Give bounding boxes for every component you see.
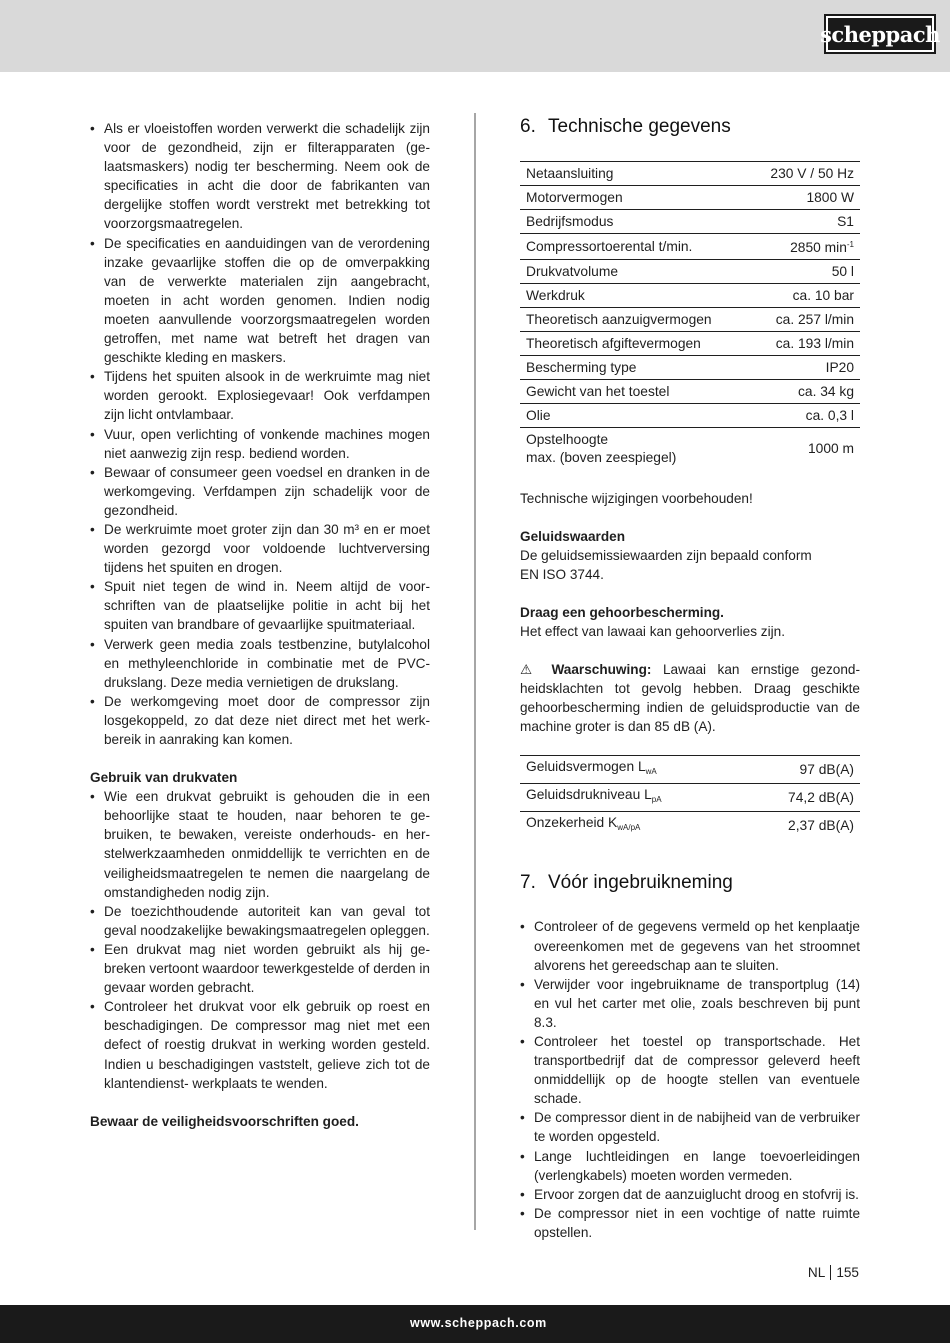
noise-label: Geluidsvermogen L xyxy=(526,759,646,775)
list-item: • De toezichthoudende autoriteit kan van geval tot geval noodzakelijke bewakingsmaatregelen opleggen. xyxy=(90,902,430,940)
table-row xyxy=(520,812,860,840)
spec-label xyxy=(520,428,749,470)
table-row xyxy=(520,404,860,428)
list-item: • Wie een drukvat gebruikt is gehouden die in een behoorlijke staat te houden, naar behoren te gebruiken, te bewaken, vereiste onderhouds- en herstelwerkzaamheden onmiddellijk te verrichten en de veiligheidsmaatregelen te nemen die naargelang de omstandigheden nodig zijn. xyxy=(90,787,430,902)
noise-heading: Geluidswaarden xyxy=(520,528,626,544)
right-column xyxy=(520,113,860,1242)
closing-note: Bewaar de veiligheidsvoorschriften goed. xyxy=(90,1113,359,1129)
spec-value: ca. 257 l/min xyxy=(749,308,860,332)
noise-label-cell xyxy=(520,812,742,840)
section-title-technical-data xyxy=(520,113,860,141)
table-row xyxy=(520,210,860,234)
list-item: • Spuit niet tegen de wind in. Neem altijd de voorschriften van de plaatselijke politie in acht bij het spuiten van brandbare of gevaarlijke spuitmateriaal. xyxy=(90,577,430,634)
hearing-heading: Draag een gehoorbescherming. xyxy=(520,604,724,620)
section-number: 7. xyxy=(520,872,536,894)
table-row xyxy=(520,260,860,284)
list-item: • De compressor niet in een vochtige of natte ruimte opstellen. xyxy=(520,1204,860,1242)
noise-label-sub: wA/pA xyxy=(617,823,641,833)
warning-text: Lawaai kan ernstige gezondheidsklachten tot gevolg hebben. Draag geschikte gehoorbescherming indien de geluidsproductie van de machine groter is dan 85 dB (A). xyxy=(520,662,861,735)
table-row xyxy=(520,756,860,784)
list-item: • Een drukvat mag niet worden gebruikt als hij gebreken vertoont waardoor tewerkgestelde of derden in gevaar worden gebracht. xyxy=(90,940,430,997)
noise-label-sub: pA xyxy=(651,795,662,805)
list-item: • Controleer of de gegevens vermeld op het kenplaatje overeenkomen met de gegevens van het stroomnet alvorens het gereedschap aan te sluiten. xyxy=(520,917,860,974)
list-item: • De werkomgeving moet door de compressor zijn losgekoppeld, zo dat deze niet direct met het werkbereik in aanraking kan komen. xyxy=(90,692,430,749)
startup-list xyxy=(520,917,860,1242)
spec-value: 230 V / 50 Hz xyxy=(749,162,860,186)
spec-label: Bescherming type xyxy=(520,356,749,380)
noise-label-cell xyxy=(520,756,742,784)
table-row xyxy=(520,186,860,210)
list-item: • De werkruimte moet groter zijn dan 30 m³ en er moet worden gezorgd voor voldoende luchtverversing tijdens het spuiten en drogen. xyxy=(90,520,430,577)
spec-value: 1800 W xyxy=(749,186,860,210)
header-bar xyxy=(0,0,950,72)
list-item: • Vuur, open verlichting of vonkende machines mogen niet aanwezig zijn resp. bediend worden. xyxy=(90,425,430,463)
changes-note: Technische wijzigingen voorbehouden! xyxy=(520,490,753,506)
spec-value: 1000 m xyxy=(807,440,854,456)
page-number xyxy=(808,1265,859,1280)
spec-label: Drukvatvolume xyxy=(520,260,749,284)
spec-value: ca. 34 kg xyxy=(749,380,860,404)
footer-url: www.scheppach.com xyxy=(410,1316,547,1330)
table-row xyxy=(520,784,860,812)
table-row xyxy=(520,356,860,380)
spec-label: Gewicht van het toestel xyxy=(520,380,749,404)
table-row xyxy=(520,234,860,260)
spec-label: Werkdruk xyxy=(520,284,749,308)
list-item: • Controleer het toestel op transportschade. Het transportbedrijf dat de compressor geleverd heeft onmiddellijk op de hoogte stellen van eventuele schade. xyxy=(520,1032,860,1108)
spec-value: IP20 xyxy=(749,356,860,380)
spec-value: ca. 193 l/min xyxy=(749,332,860,356)
spec-value: S1 xyxy=(749,210,860,234)
spec-value: ca. 10 bar xyxy=(749,284,860,308)
footer-bar xyxy=(0,1305,950,1343)
spec-label: Olie xyxy=(520,404,749,428)
noise-text-line: EN ISO 3744. xyxy=(520,566,604,582)
noise-label: Geluidsdrukniveau L xyxy=(526,787,652,803)
list-item: • Lange luchtleidingen en lange toevoerleidingen (verlengkabels) moeten worden vermeden. xyxy=(520,1147,860,1185)
page-number-separator xyxy=(830,1265,831,1280)
table-row xyxy=(520,308,860,332)
page-number-value: 155 xyxy=(836,1265,859,1280)
hearing-text: Het effect van lawaai kan gehoorverlies zijn. xyxy=(520,623,785,639)
section-title-text: Vóór ingebruikneming xyxy=(548,872,733,894)
pressure-vessels-heading: Gebruik van drukvaten xyxy=(90,770,238,786)
noise-value: 74,2 dB(A) xyxy=(742,784,860,812)
spec-value: ca. 0,3 l xyxy=(749,404,860,428)
table-row xyxy=(520,380,860,404)
spec-value: 50 l xyxy=(749,260,860,284)
column-divider xyxy=(474,113,476,1230)
noise-table xyxy=(520,755,860,839)
list-item: • De compressor dient in de nabijheid van de verbruiker te worden opgesteld. xyxy=(520,1108,860,1146)
spec-label: Bedrijfsmodus xyxy=(520,210,749,234)
noise-text-line: De geluidsemissiewaarden zijn bepaald conform xyxy=(520,547,812,563)
list-item: • Ervoor zorgen dat de aanzuiglucht droog en stofvrij is. xyxy=(520,1185,860,1204)
section-number: 6. xyxy=(520,116,536,137)
list-item: • Als er vloeistoffen worden verwerkt die schadelijk zijn voor de gezondheid, zijn er filterapparaten (gelaatsmaskers) nodig ter bescherming. Neem ook de specificaties in acht die door de fabrikanten van dergelijke stoffen wordt verstrekt met betrekking tot voorzorgsmaatregelen. xyxy=(90,119,430,234)
noise-value: 97 dB(A) xyxy=(742,756,860,784)
spec-label: Motorvermogen xyxy=(520,186,749,210)
spec-label-line: Opstelhoogte xyxy=(526,431,609,447)
spec-label: Theoretisch afgiftevermogen xyxy=(520,332,749,356)
noise-block xyxy=(520,527,860,584)
list-item: • De specificaties en aanduidingen van de verordening inzake gevaarlijke stoffen die op de omverpakking van de verwerkte materialen zijn aangebracht, moeten in acht worden genomen. Indien nodig moeten aanvullende voorzorgsmaatregelen worden getroffen, met name wat betreft het dragen van geschikte kleding en maskers. xyxy=(90,234,430,368)
section-title-text: Technische gegevens xyxy=(548,116,731,137)
table-row xyxy=(520,162,860,186)
table-row xyxy=(520,428,860,470)
list-item: • Verwerk geen media zoals testbenzine, butylalcohol en methyleenchloride in combinatie met de PVC-drukslang. Deze media vernietigen de drukslang. xyxy=(90,635,430,692)
section-title-startup xyxy=(520,869,860,897)
page-language: NL xyxy=(807,1265,826,1280)
noise-label-cell xyxy=(520,784,742,812)
pressure-vessels-list xyxy=(90,787,430,1093)
scheppach-logo xyxy=(820,14,940,54)
noise-label: Onzekerheid K xyxy=(526,815,618,831)
logo-text: scheppach xyxy=(820,21,940,47)
hearing-block xyxy=(520,603,860,641)
spec-value: 2850 min xyxy=(790,240,847,255)
warning-block xyxy=(520,660,860,736)
table-row xyxy=(520,284,860,308)
spec-label: Compressortoerental t/min. xyxy=(520,234,749,260)
spec-label-line: max. (boven zeespiegel) xyxy=(526,449,677,465)
warning-triangle-icon: ⚠ xyxy=(520,662,540,678)
list-item: • Controleer het drukvat voor elk gebruik op roest en beschadigingen. De compressor mag niet met een defect of roestig drukvat in werking worden gesteld. Indien u beschadigingen vaststelt, gelieve zich tot de klantendienst- werkplaats te wenden. xyxy=(90,997,430,1092)
list-item: • Verwijder voor ingebruikname de transportplug (14) en vul het carter met olie, zoals beschreven bij punt 8.3. xyxy=(520,975,860,1032)
left-column xyxy=(90,119,430,1131)
spec-label: Theoretisch aanzuigvermogen xyxy=(520,308,749,332)
safety-list xyxy=(90,119,430,749)
spec-label: Netaansluiting xyxy=(520,162,749,186)
spec-value-cell xyxy=(749,234,860,260)
list-item: • Bewaar of consumeer geen voedsel en dranken in de werkomgeving. Verfdampen zijn schadelijk voor de gezondheid. xyxy=(90,463,430,520)
warning-label: Waarschuwing: xyxy=(551,662,652,678)
noise-value: 2,37 dB(A) xyxy=(788,817,854,833)
list-item: • Tijdens het spuiten alsook in de werkruimte mag niet worden gerookt. Explosiegevaar! Ook verfdampen zijn licht ontvlambaar. xyxy=(90,367,430,424)
spec-value-exponent: -1 xyxy=(846,240,854,249)
spec-table xyxy=(520,161,860,470)
noise-label-sub: wA xyxy=(645,767,657,777)
table-row xyxy=(520,332,860,356)
